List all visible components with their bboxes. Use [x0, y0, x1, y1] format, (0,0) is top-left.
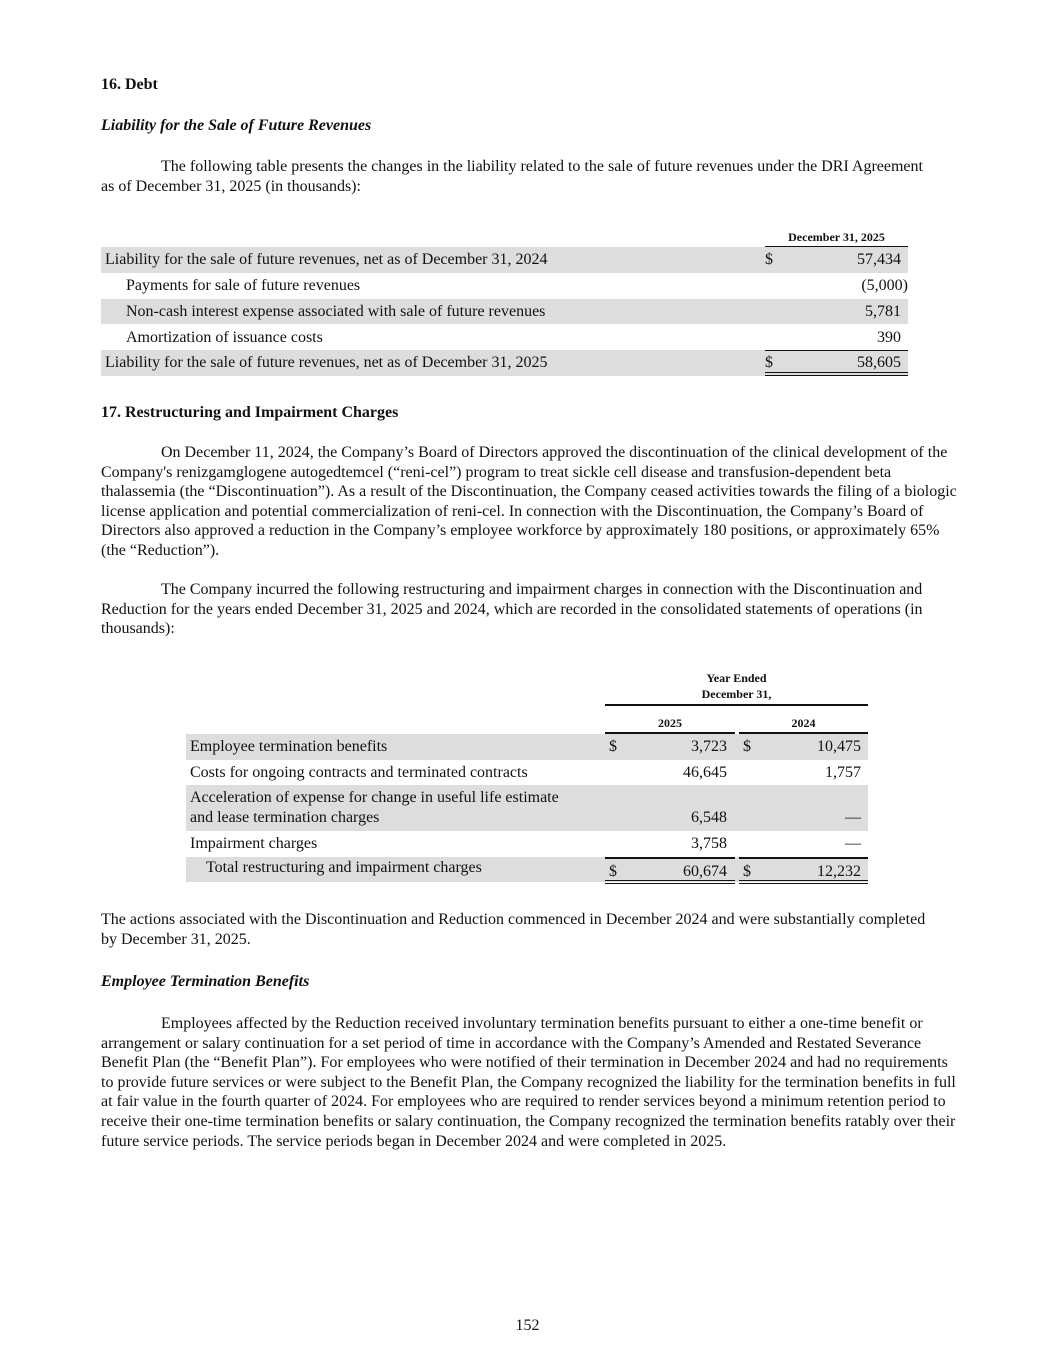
- table-header: [101, 228, 908, 247]
- row-value: 390: [877, 328, 901, 346]
- table-row: [186, 785, 868, 831]
- row-label: Liability for the sale of future revenues, net as of December 31, 2025: [105, 354, 548, 372]
- future-revenues-liability-table: [101, 228, 908, 376]
- value-2025: 60,674: [683, 862, 727, 880]
- employee-termination-benefits-heading: Employee Termination Benefits: [101, 973, 310, 990]
- column-header-dec-31-2025: December 31, 2025: [765, 228, 908, 248]
- currency-symbol-2025: $: [609, 862, 617, 880]
- table-row: [101, 299, 908, 325]
- table-row: [186, 734, 868, 760]
- row-label-line-2: and lease termination charges: [190, 809, 380, 826]
- section-16-heading: 16. Debt: [101, 76, 158, 93]
- section-17-heading: 17. Restructuring and Impairment Charges: [101, 404, 399, 421]
- row-label: Total restructuring and impairment charges: [206, 858, 482, 876]
- row-label: [190, 788, 559, 828]
- currency-symbol-2024: $: [743, 738, 751, 755]
- section-17-paragraph-1: On December 11, 2024, the Company’s Board of Directors approved the discontinuation of the clinical development of the Company's renizgamglogene autogedtemcel (“reni-cel”) program to treat sickle cell disease and transfusion-dependent beta thalassemia (the “Discontinuation”). As a result of the Discontinuation, the Company ceased activities towards the filing of a biologic license application and potential commercialization of reni-cel. In connection with the Discontinuation, the Company’s Board of Directors also approved a reduction in the Company’s employee workforce by approximately 180 positions, or approximately 65% (the “Reduction”).: [101, 444, 957, 559]
- currency-symbol: $: [765, 251, 773, 269]
- value-2024: 1,757: [825, 763, 861, 781]
- table-row: [101, 247, 908, 273]
- value-2024: —: [845, 835, 861, 852]
- row-label: Costs for ongoing contracts and terminated contracts: [190, 763, 528, 781]
- column-group-header: [605, 670, 868, 706]
- table-row: [101, 273, 908, 299]
- section-16-subheading: Liability for the Sale of Future Revenues: [101, 117, 372, 134]
- row-label: Payments for sale of future revenues: [126, 276, 361, 294]
- row-value: (5,000): [861, 276, 908, 294]
- value-2024: 12,232: [817, 862, 861, 880]
- value-2025: 46,645: [683, 763, 727, 781]
- table-row: [101, 324, 908, 350]
- header-year-ended: Year Ended: [706, 671, 767, 685]
- value-2024: 10,475: [817, 738, 861, 755]
- currency-symbol-2024: $: [743, 862, 751, 880]
- row-label: Impairment charges: [190, 835, 318, 852]
- row-label: Non-cash interest expense associated with sale of future revenues: [126, 302, 546, 320]
- page-number: 152: [515, 1317, 540, 1334]
- currency-symbol: $: [765, 354, 773, 372]
- table-total-row: [186, 857, 868, 883]
- value-2025: 3,758: [691, 835, 727, 852]
- column-header-2024: 2024: [739, 714, 868, 734]
- header-december-31: December 31,: [701, 687, 772, 701]
- row-label: Amortization of issuance costs: [126, 328, 323, 346]
- section-17-paragraph-3: The actions associated with the Discontinuation and Reduction commenced in December 2024 and were substantially completed by December 31, 2025.: [101, 911, 926, 948]
- row-value: 57,434: [857, 251, 901, 269]
- column-header-2025: 2025: [605, 714, 735, 734]
- currency-symbol-2025: $: [609, 738, 617, 755]
- table-row: [186, 831, 868, 857]
- row-value: 5,781: [865, 302, 901, 320]
- section-17-paragraph-4: Employees affected by the Reduction received involuntary termination benefits pursuant to either a one-time benefit or arrangement or salary continuation for a set period of time in accordance with the Company’s Amended and Restated Severance Benefit Plan (the “Benefit Plan”). For employees who were notified of their termination in December 2024 and had no requirements to provide future services or were subject to the Benefit Plan, the Company recognized the liability for the termination benefits in full at fair value in the fourth quarter of 2024. For employees who are required to render services beyond a minimum retention period to receive their one-time termination benefits or salary continuation, the Company recognized the termination benefits ratably over their future service periods. The service periods began in December 2024 and were completed in 2025.: [101, 1015, 956, 1150]
- section-16-intro: The following table presents the changes in the liability related to the sale of future revenues under the DRI Agreement as of December 31, 2025 (in thousands):: [101, 158, 923, 195]
- table-total-row: [101, 350, 908, 376]
- table-row: [186, 760, 868, 786]
- value-2025: 3,723: [691, 738, 727, 755]
- value-2025: 6,548: [691, 809, 727, 826]
- section-17-paragraph-2: The Company incurred the following restructuring and impairment charges in connection with the Discontinuation and Reduction for the years ended December 31, 2025 and 2024, which are recorded in the consolidated statements of operations (in thousands):: [101, 581, 923, 638]
- value-2024: —: [845, 809, 861, 826]
- row-label: Liability for the sale of future revenues, net as of December 31, 2024: [105, 251, 548, 269]
- row-label-line-1: Acceleration of expense for change in useful life estimate: [190, 789, 559, 806]
- row-label: Employee termination benefits: [190, 738, 388, 755]
- row-value: 58,605: [857, 354, 901, 372]
